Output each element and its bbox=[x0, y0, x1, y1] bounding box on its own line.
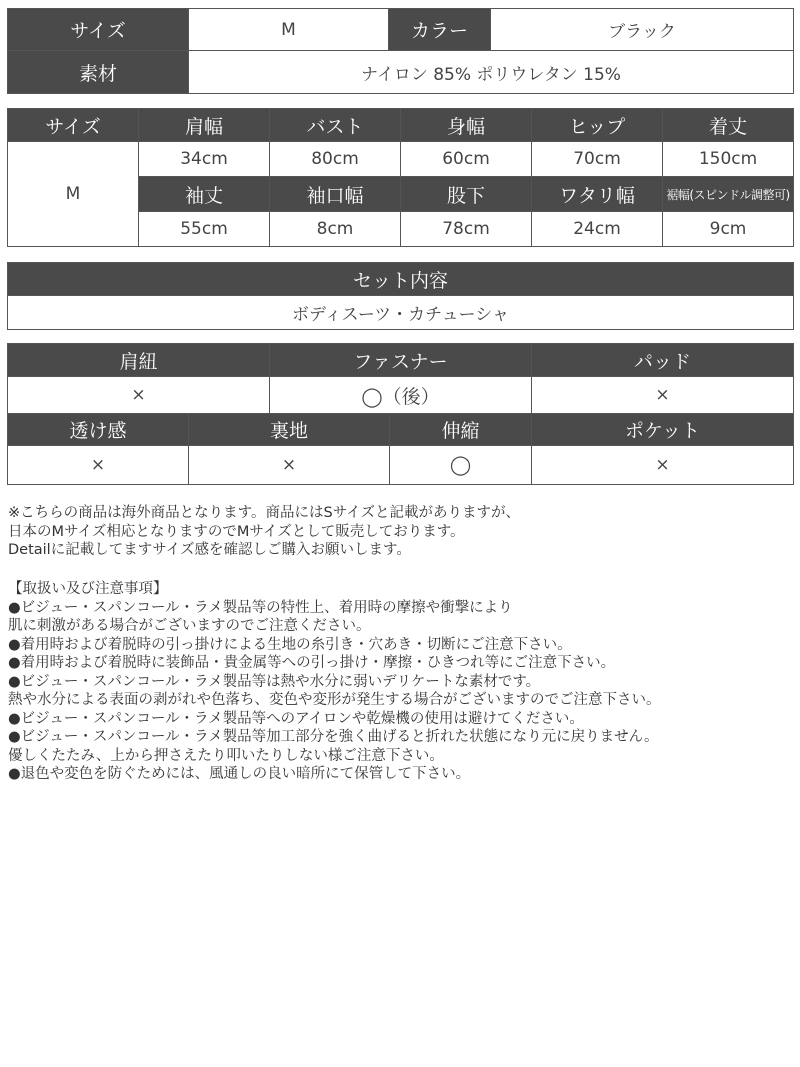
pad-value: × bbox=[532, 377, 794, 414]
thigh-width-header: ワタリ幅 bbox=[532, 177, 663, 212]
note-line: 日本のMサイズ相応となりますのでMサイズとして販売しております。 bbox=[8, 523, 465, 540]
body-width-header: 身幅 bbox=[401, 109, 532, 142]
body-width-value: 60cm bbox=[401, 142, 532, 177]
note-line: ※こちらの商品は海外商品となります。商品にはSサイズと記載がありますが、 bbox=[8, 505, 521, 521]
material-value: ナイロン 85% ポリウレタン 15% bbox=[189, 51, 794, 94]
pocket-header: ポケット bbox=[532, 414, 794, 446]
note-line: ●着用時および着脱時の引っ掛けによる生地の糸引き・穴あき・切断にご注意下さい。 bbox=[8, 636, 572, 653]
measurement-table bbox=[7, 108, 794, 247]
sleeve-length-header: 袖丈 bbox=[139, 177, 270, 212]
shoulder-strap-value: × bbox=[8, 377, 270, 414]
note-line: ●ビジュー・スパンコール・ラメ製品等の特性上、着用時の摩擦や衝撃により bbox=[8, 599, 513, 616]
transparency-header: 透け感 bbox=[8, 414, 189, 446]
cuff-width-value: 8cm bbox=[270, 212, 401, 247]
inseam-value: 78cm bbox=[401, 212, 532, 247]
hem-width-value: 9cm bbox=[663, 212, 794, 247]
features-table bbox=[7, 343, 794, 485]
note-line: 優しくたたみ、上から押さえたり叩いたりしない様ご注意下さい。 bbox=[8, 747, 444, 764]
shoulder-strap-header: 肩紐 bbox=[8, 344, 270, 377]
cuff-width-header: 袖口幅 bbox=[270, 177, 401, 212]
zipper-value: ◯（後） bbox=[270, 377, 532, 414]
color-label: カラー bbox=[389, 9, 491, 51]
note-line: ●ビジュー・スパンコール・ラメ製品等は熱や水分に弱いデリケートな素材です。 bbox=[8, 673, 541, 690]
care-notes bbox=[8, 580, 661, 784]
hem-width-header: 裾幅(スピンドル調整可) bbox=[663, 177, 794, 212]
spec-table bbox=[7, 8, 794, 94]
bust-value: 80cm bbox=[270, 142, 401, 177]
note-line: ●退色や変色を防ぐためには、風通しの良い暗所にて保管して下さい。 bbox=[8, 766, 471, 782]
size-note bbox=[8, 504, 520, 560]
lining-value: × bbox=[189, 446, 390, 485]
length-value: 150cm bbox=[663, 142, 794, 177]
set-contents-table bbox=[7, 262, 794, 330]
sleeve-length-value: 55cm bbox=[139, 212, 270, 247]
pocket-value: × bbox=[532, 446, 794, 485]
zipper-header: ファスナー bbox=[270, 344, 532, 377]
set-contents-value: ボディスーツ・カチューシャ bbox=[8, 296, 794, 330]
thigh-width-value: 24cm bbox=[532, 212, 663, 247]
note-line: Detailに記載してますサイズ感を確認しご購入お願いします。 bbox=[8, 542, 411, 558]
hip-header: ヒップ bbox=[532, 109, 663, 142]
measurement-size-value: M bbox=[8, 142, 139, 247]
stretch-value: ◯ bbox=[390, 446, 532, 485]
set-contents-header: セット内容 bbox=[8, 263, 794, 296]
bust-header: バスト bbox=[270, 109, 401, 142]
transparency-value: × bbox=[8, 446, 189, 485]
measurement-size-header: サイズ bbox=[8, 109, 139, 142]
inseam-header: 股下 bbox=[401, 177, 532, 212]
shoulder-width-value: 34cm bbox=[139, 142, 270, 177]
note-line: ●ビジュー・スパンコール・ラメ製品等へのアイロンや乾燥機の使用は避けてください。 bbox=[8, 710, 584, 727]
length-header: 着丈 bbox=[663, 109, 794, 142]
note-line: ●ビジュー・スパンコール・ラメ製品等加工部分を強く曲げると折れた状態になり元に戻りません。 bbox=[8, 729, 659, 745]
note-line: 肌に刺激がある場合がございますのでご注意ください。 bbox=[8, 618, 371, 634]
material-label: 素材 bbox=[8, 51, 189, 94]
note-line: 熱や水分による表面の剥がれや色落ち、変色や変形が発生する場合がございますのでご注意下さい。 bbox=[8, 692, 661, 708]
lining-header: 裏地 bbox=[189, 414, 390, 446]
stretch-header: 伸縮 bbox=[390, 414, 532, 446]
size-label: サイズ bbox=[8, 9, 189, 51]
care-notes-title: 【取扱い及び注意事項】 bbox=[8, 581, 168, 597]
size-value: M bbox=[189, 9, 389, 51]
hip-value: 70cm bbox=[532, 142, 663, 177]
color-value: ブラック bbox=[491, 9, 794, 51]
shoulder-width-header: 肩幅 bbox=[139, 109, 270, 142]
pad-header: パッド bbox=[532, 344, 794, 377]
note-line: ●着用時および着脱時に装飾品・貴金属等への引っ掛け・摩擦・ひきつれ等にご注意下さい。 bbox=[8, 655, 616, 671]
